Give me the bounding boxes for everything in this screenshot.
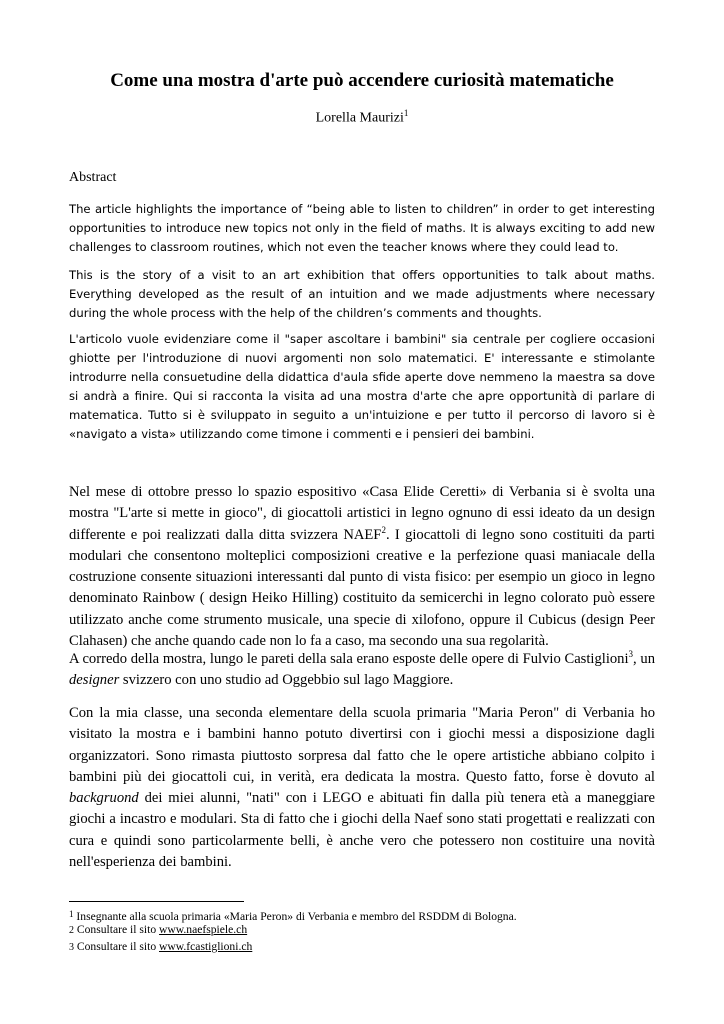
footnote-mark: 2 [69, 925, 74, 936]
body-text: Nel mese di ottobre presso lo spazio espositivo «Casa Elide Ceretti» di Verbania si è svolta una mostra "L'arte si mette in gioco", di giocattoli artistici in legno ognuno di essi ideato da un design differente e poi realizzati dalla ditta svizzera NAEF [69, 484, 655, 543]
abstract-it-paragraph: L'articolo vuole evidenziare come il "saper ascoltare i bambini" sia centrale per cogliere occasioni ghiotte per l'introduzione di nuovi argomenti non solo matematici. E' interessante e stimolante introdurre nella consuetudine della didattica d'aula sfide aperte dove nemmeno la maestra sa dove si andrà a finire. Qui si racconta la visita ad una mostra d'arte che apre opportunità di parlare di matematica. Tutto si è sviluppato in seguito a un'intuizione e per tutto il percorso di lavoro si è «navigato a vista» utilizzando come timone i commenti e i pensieri dei bambini. [69, 332, 655, 441]
body-text: A corredo della mostra, lungo le pareti della sala erano esposte delle opere di Fulvio Castiglioni [69, 651, 629, 667]
footnote-mark: 3 [69, 942, 74, 953]
author-name: Lorella Maurizi [315, 110, 404, 126]
footnote-3 [69, 940, 252, 955]
paper-title: Come una mostra d'arte può accendere curiosità matematiche [110, 70, 614, 91]
body-text: . I giocattoli di legno sono costituiti da parti modulari che consentono molteplici composizioni creative e la perfezione quasi maniacale della costruzione consente situazioni interessanti dal punto di vista fisico: per esempio un gioco in legno denominato Rainbow ( design Heiko Hilling) costituito da semicerchi in legno colorato può essere utilizzato anche come strumento musicale, una specie di xilofono, oppure il Cubicus (design Peer Clahasen) che anche quando cade non lo fa a caso, ma secondo una sua regolarità. [69, 526, 655, 650]
footnote-text: Consultare il sito [76, 940, 160, 953]
body-paragraph-1 [69, 482, 655, 652]
body-text: , un [633, 651, 655, 667]
author-note-mark: 1 [403, 108, 409, 118]
author-line [0, 108, 724, 127]
abstract-heading: Abstract [69, 170, 117, 185]
footnote-ref-2: 2 [381, 524, 386, 535]
footnote-link-castiglioni[interactable]: www.fcastiglioni.ch [159, 940, 253, 953]
emphasis-text: designer [69, 672, 120, 689]
emphasis-text: backgruond [69, 790, 139, 807]
body-text: Con la mia classe, una seconda elementare della scuola primaria "Maria Peron" di Verbania ho visitato la mostra e i bambini hanno potuto divertirsi con i giochi messi a disposizione dagli organizzatori. Sono rimasta piuttosto sorpresa dal fatto che le opere artistiche abbiano colpito i bambini più dei giocattoli cui, in verità, era dedicata la mostra. Questo fatto, forse è dovuto al [69, 705, 655, 785]
abstract-en-paragraph-1: The article highlights the importance of “being able to listen to children” in order to get interesting opportunities to introduce new topics not only in the field of maths. It is always exciting to add new challenges to classroom routines, which not even the teacher knows where they could lead to. [69, 202, 655, 254]
footnote-mark: 1 [69, 909, 74, 919]
body-paragraph-2 [69, 649, 655, 692]
body-text: svizzero con uno studio ad Oggebbio sul lago Maggiore. [119, 672, 454, 689]
footnote-text: Insegnante alla scuola primaria «Maria Peron» di Verbania e membro del RSDDM di Bologna. [76, 910, 517, 923]
footnote-2 [69, 923, 247, 938]
footnote-ref-3: 3 [628, 649, 634, 660]
footnote-link-naef[interactable]: www.naefspiele.ch [159, 923, 248, 936]
abstract-en-paragraph-2: This is the story of a visit to an art exhibition that offers opportunities to talk about maths. Everything developed as the result of an intuition and we made adjustments where necessary during the whole process with the help of the children’s comments and thoughts. [69, 268, 655, 320]
body-text: dei miei alunni, "nati" con i LEGO e abituati fin dalla più tenera età a maneggiare giochi a incastro e modulari. Sta di fatto che i giochi della Naef sono stati progettati e realizzati con cura e quindi sono particolarmente belli, è anche vero che potessero non costituire una novità nell'esperienza dei bambini. [69, 790, 655, 871]
footnote-separator [69, 901, 244, 902]
footnote-1 [69, 907, 517, 924]
footnote-text: Consultare il sito [76, 923, 160, 936]
body-paragraph-3 [69, 703, 655, 873]
